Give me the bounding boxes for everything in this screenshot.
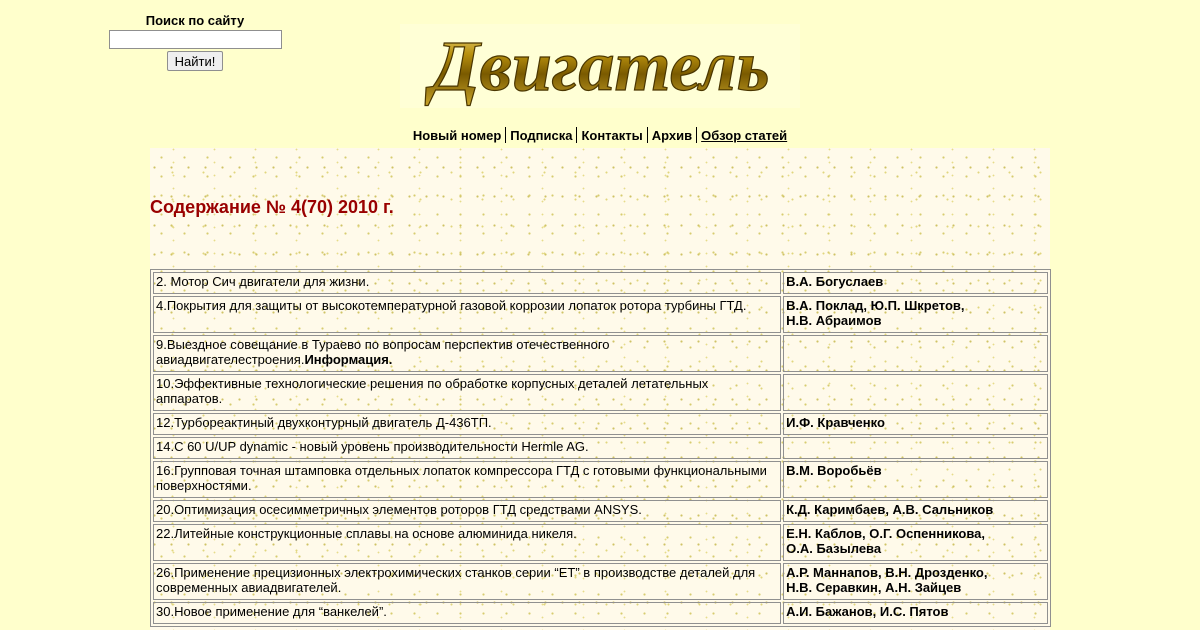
article-authors: Н.В. Абраимов — [786, 313, 882, 328]
site-logo[interactable] — [400, 24, 800, 108]
article-authors: А.Р. Маннапов, В.Н. Дрозденко, — [786, 565, 988, 580]
site-search — [108, 13, 282, 71]
article-title-cell — [153, 524, 781, 561]
table-row — [153, 563, 1048, 600]
article-authors-cell — [783, 500, 1048, 522]
article-authors: Н.В. Серавкин, А.Н. Зайцев — [786, 580, 962, 595]
article-authors-cell — [783, 413, 1048, 435]
table-row — [153, 461, 1048, 498]
article-title-cell — [153, 335, 781, 372]
logo-text: Двигатель — [430, 26, 770, 106]
article-title-cell — [153, 413, 781, 435]
article-title: 4.Покрытия для защиты от высокотемпературной газовой коррозии лопаток ротора турбины ГТД. — [156, 298, 747, 313]
article-authors: О.А. Базылева — [786, 541, 882, 556]
article-authors-cell — [783, 461, 1048, 498]
article-title: 20.Оптимизация осесимметричных элементов роторов ГТД средствами ANSYS. — [156, 502, 642, 517]
nav-new-issue[interactable]: Новый номер — [412, 128, 502, 143]
nav-articles-review[interactable]: Обзор статей — [701, 128, 788, 143]
article-note: Информация. — [304, 352, 393, 367]
table-row — [153, 374, 1048, 411]
nav-contacts[interactable]: Контакты — [581, 128, 643, 143]
article-authors-cell — [783, 524, 1048, 561]
table-row — [153, 524, 1048, 561]
article-title-cell — [153, 296, 781, 333]
article-title: 14.C 60 U/UP dynamic - новый уровень производительности Hermle AG. — [156, 439, 589, 454]
article-title: 30.Новое применение для “ванкелей”. — [156, 604, 387, 619]
article-title-cell — [153, 437, 781, 459]
article-authors: А.И. Бажанов, И.С. Пятов — [786, 604, 949, 619]
nav-subscription[interactable]: Подписка — [510, 128, 573, 143]
article-title-cell — [153, 374, 781, 411]
article-title-cell — [153, 461, 781, 498]
article-authors: В.А. Поклад, Ю.П. Шкретов, — [786, 298, 965, 313]
article-title-cell — [153, 563, 781, 600]
article-authors: Е.Н. Каблов, О.Г. Оспенникова, — [786, 526, 986, 541]
article-title: 2. Мотор Сич двигатели для жизни. — [156, 274, 370, 289]
article-authors: В.А. Богуслаев — [786, 274, 884, 289]
article-title: 10.Эффективные технологические решения по обработке корпусных деталей летательных аппаратов. — [156, 376, 709, 406]
article-authors-cell — [783, 563, 1048, 600]
article-title-cell — [153, 602, 781, 624]
article-authors-cell — [783, 602, 1048, 624]
page-title: Содержание № 4(70) 2010 г. — [150, 197, 394, 217]
table-row — [153, 335, 1048, 372]
table-row — [153, 602, 1048, 624]
table-row — [153, 437, 1048, 459]
nav-archive[interactable]: Архив — [651, 128, 693, 143]
article-authors-cell — [783, 374, 1048, 411]
article-authors: К.Д. Каримбаев, А.В. Сальников — [786, 502, 994, 517]
article-title: 22.Литейные конструкционные сплавы на основе алюминида никеля. — [156, 526, 577, 541]
article-authors-cell — [783, 437, 1048, 459]
table-row — [153, 500, 1048, 522]
article-title: 16.Групповая точная штамповка отдельных лопаток компрессора ГТД с готовыми функциональными поверхностями. — [156, 463, 767, 493]
table-row — [153, 296, 1048, 333]
search-button[interactable]: Найти! — [167, 51, 224, 71]
article-title-cell — [153, 272, 781, 294]
main-nav — [0, 127, 1200, 143]
article-title-cell — [153, 500, 781, 522]
search-input[interactable] — [109, 30, 282, 49]
article-authors: В.М. Воробьёв — [786, 463, 882, 478]
table-row — [153, 413, 1048, 435]
table-row — [153, 272, 1048, 294]
article-authors-cell — [783, 272, 1048, 294]
article-title: 26.Применение прецизионных электрохимических станков серии “ЕТ” в производстве деталей для современных авиадвигателей. — [156, 565, 756, 595]
contents-table — [150, 269, 1051, 627]
contents-panel — [150, 148, 1050, 630]
article-authors-cell — [783, 296, 1048, 333]
search-label: Поиск по сайту — [145, 13, 245, 28]
article-authors-cell — [783, 335, 1048, 372]
article-title: 9.Выездное совещание в Тураево по вопросам перспектив отечественного авиадвигателестроения. — [156, 337, 610, 367]
article-title: 12.Турбореактиный двухконтурный двигатель Д-436ТП. — [156, 415, 492, 430]
article-authors: И.Ф. Кравченко — [786, 415, 885, 430]
